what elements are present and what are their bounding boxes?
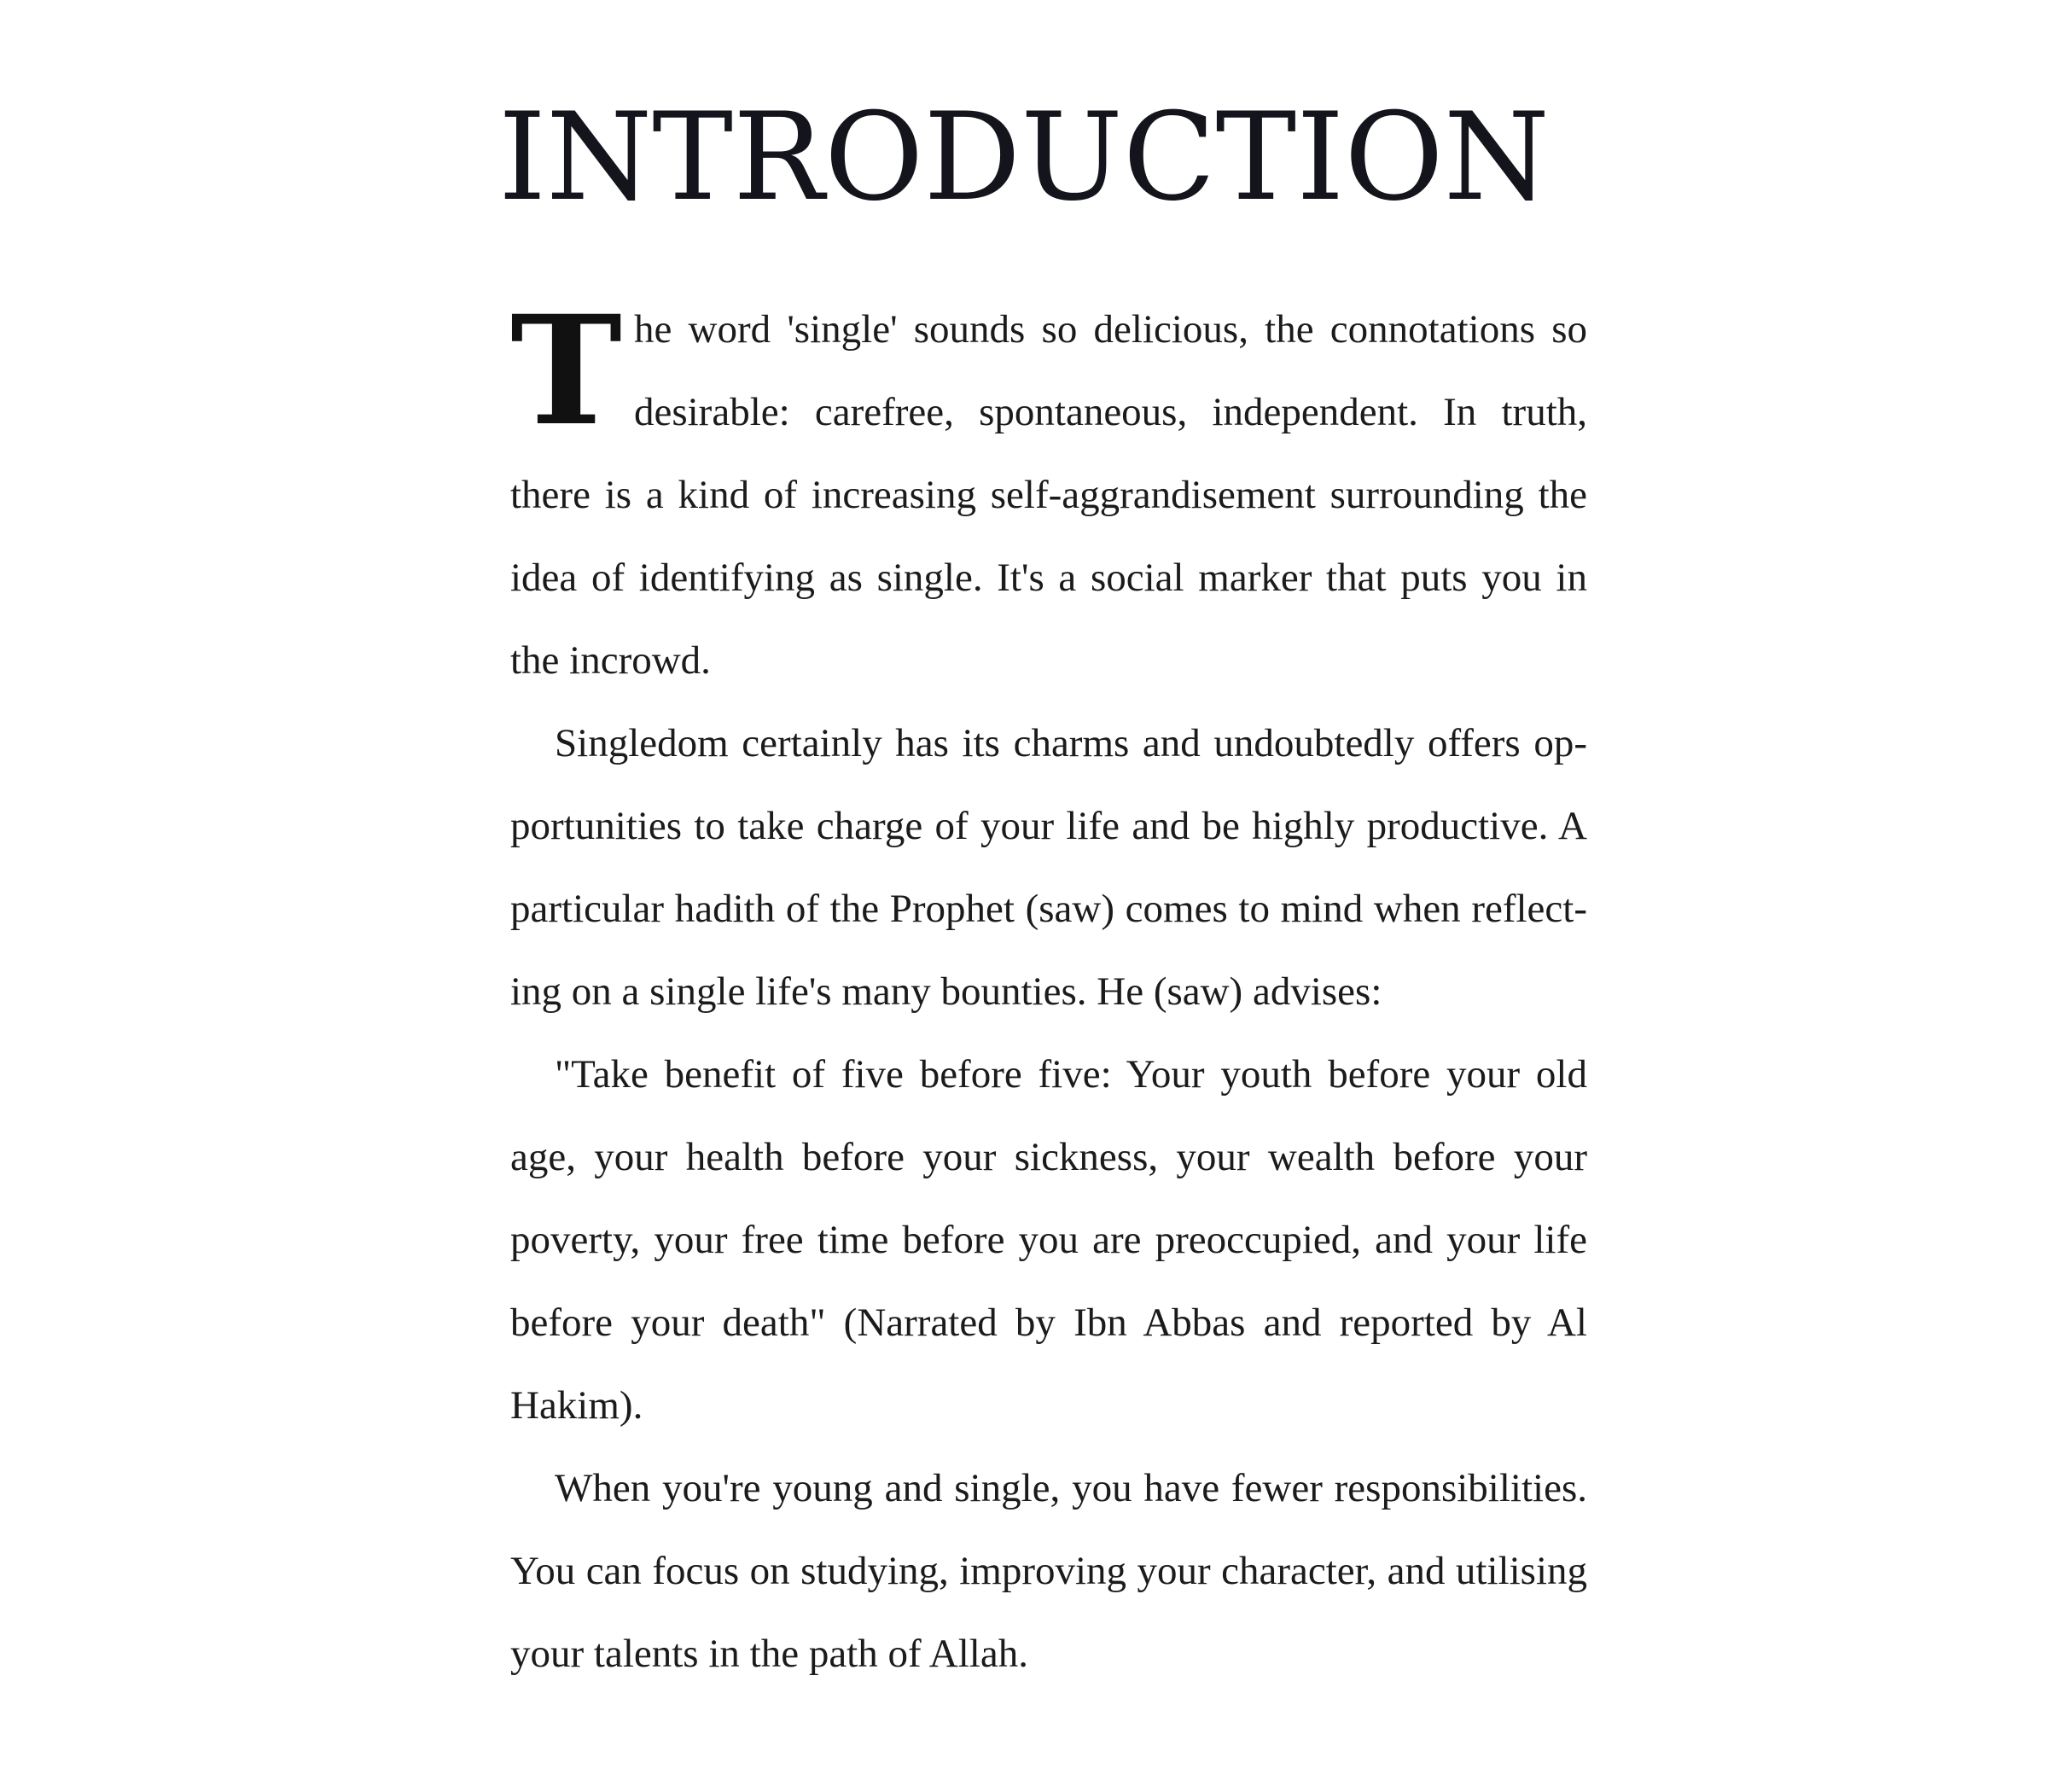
chapter-title: INTRODUCTION bbox=[497, 87, 1551, 228]
paragraph-1 bbox=[510, 282, 1587, 702]
chapter-body bbox=[510, 282, 1587, 1696]
paragraph-1-text: he word 'single' sounds so delicious, the connotations so desirable: carefree, spontaneous, independent. In truth, there is a kind of increasing self-aggrandisement surrounding the idea of identifying as single. It's a social marker that puts you in the incrowd. bbox=[510, 307, 1587, 683]
paragraph-3: "Take benefit of five before five: Your youth before your old age, your health before your sickness, your wealth before your poverty, your free time before you are preoccupied, and your life before your death" (Narrated by Ibn Abbas and reported by Al Hakim). bbox=[510, 1052, 1587, 1428]
paragraph-2: Singledom certainly has its charms and undoubtedly offers opportunities to take charge of your life and be highly productive. A particular hadith of the Prophet (saw) comes to mind when reflecting on a single life's many bounties. He (saw) advises: bbox=[510, 721, 1587, 1014]
paragraph-4: When you're young and single, you have fewer responsibilities. You can focus on studying, improving your character, and utilising your talents in the path of Allah. bbox=[510, 1466, 1587, 1676]
drop-cap: T bbox=[510, 282, 622, 459]
